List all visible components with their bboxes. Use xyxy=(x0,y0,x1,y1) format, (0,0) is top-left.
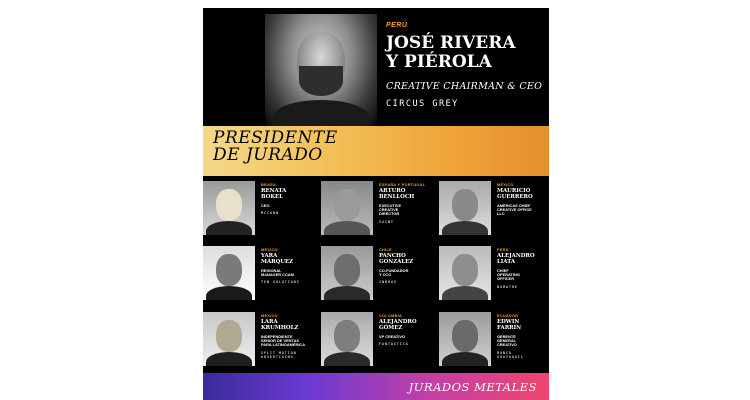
juror-role: EXECUTIVE CREATIVE DIRECTOR xyxy=(379,202,402,217)
juror-name: MAURICIO GUERRERO xyxy=(497,188,533,200)
juror-role: INDEPENDIENTE SENIOR DE VENTAS PARA LATINOAMÉRICA xyxy=(261,333,306,348)
hero-portrait xyxy=(265,14,377,130)
juror-photo xyxy=(439,181,491,235)
juror-role: CHIEF OPERATING OFFICER xyxy=(497,267,520,282)
juror-country: MÉXICO xyxy=(497,183,514,187)
juror-role: GERENTE GENERAL CREATIVO xyxy=(497,333,517,348)
hero-title: CREATIVE CHAIRMAN & CEO xyxy=(386,81,543,92)
juror-role: CO-FUNDADOR Y CCO xyxy=(379,267,409,277)
president-band xyxy=(203,126,549,176)
juror-name: ALEJANDRO GÓMEZ xyxy=(379,319,417,331)
juror-role: AMERICAS CHIEF CREATIVE OFFICE LLC xyxy=(497,202,532,217)
juror-company: INBRAX xyxy=(379,280,397,285)
juror-country: CHILE xyxy=(379,248,392,252)
juror-photo xyxy=(321,246,373,300)
hero-company: CIRCUS GREY xyxy=(386,99,459,109)
juror-company: TEN SOLUTIONS xyxy=(261,280,300,285)
juror-country: COLOMBIA xyxy=(379,314,403,318)
juror-name: YARA MÁRQUEZ xyxy=(261,253,294,265)
hero-name: JOSÉ RIVERA Y PIÉROLA xyxy=(386,33,516,72)
band-title: PRESIDENTE DE JURADO xyxy=(213,128,338,165)
bottom-title: JURADOS METALES xyxy=(408,380,537,394)
juror-role: CEO xyxy=(261,202,270,208)
juror-name: LARA KRUMHOLZ xyxy=(261,319,299,331)
juror-company: FANTÁSTICA xyxy=(379,342,409,346)
jury-poster xyxy=(203,8,549,400)
metals-jury-band xyxy=(203,373,549,400)
juror-name: EDWIN FARRÍN xyxy=(497,319,522,331)
juror-country: BRASIL xyxy=(261,183,277,187)
juror-photo xyxy=(321,181,373,235)
juror-role: REGIONAL MANAGER CCAM xyxy=(261,267,294,277)
juror-photo xyxy=(439,312,491,366)
juror-country: ECUADOR xyxy=(497,314,519,318)
juror-country: MÉXICO xyxy=(261,248,278,252)
juror-photo xyxy=(203,246,255,300)
juror-photo xyxy=(321,312,373,366)
juror-photo xyxy=(439,246,491,300)
juror-company: SPLIT MOTION ADVERTISING xyxy=(261,350,297,360)
juror-photo xyxy=(203,181,255,235)
juror-country: MÉXICO xyxy=(261,314,278,318)
juror-company: NUMATRE xyxy=(497,284,518,289)
hero-country: PERÚ xyxy=(386,22,408,29)
juror-company: BANCO GUAYAQUIL xyxy=(497,350,524,360)
juror-name: ALEJANDRO LIATA xyxy=(497,253,535,265)
juror-company: MCCANN xyxy=(261,211,279,215)
juror-name: ARTURO BENLLOCH xyxy=(379,188,415,200)
juror-name: RENATA BOKEL xyxy=(261,188,287,200)
juror-country: PERÚ xyxy=(497,248,509,252)
juror-company: SAINT xyxy=(379,219,394,224)
juror-role: VP CREATIVO xyxy=(379,333,406,339)
juror-photo xyxy=(203,312,255,366)
juror-name: PANCHO GONZÁLEZ xyxy=(379,253,414,265)
juror-country: ESPAÑA Y PORTUGAL xyxy=(379,183,426,187)
